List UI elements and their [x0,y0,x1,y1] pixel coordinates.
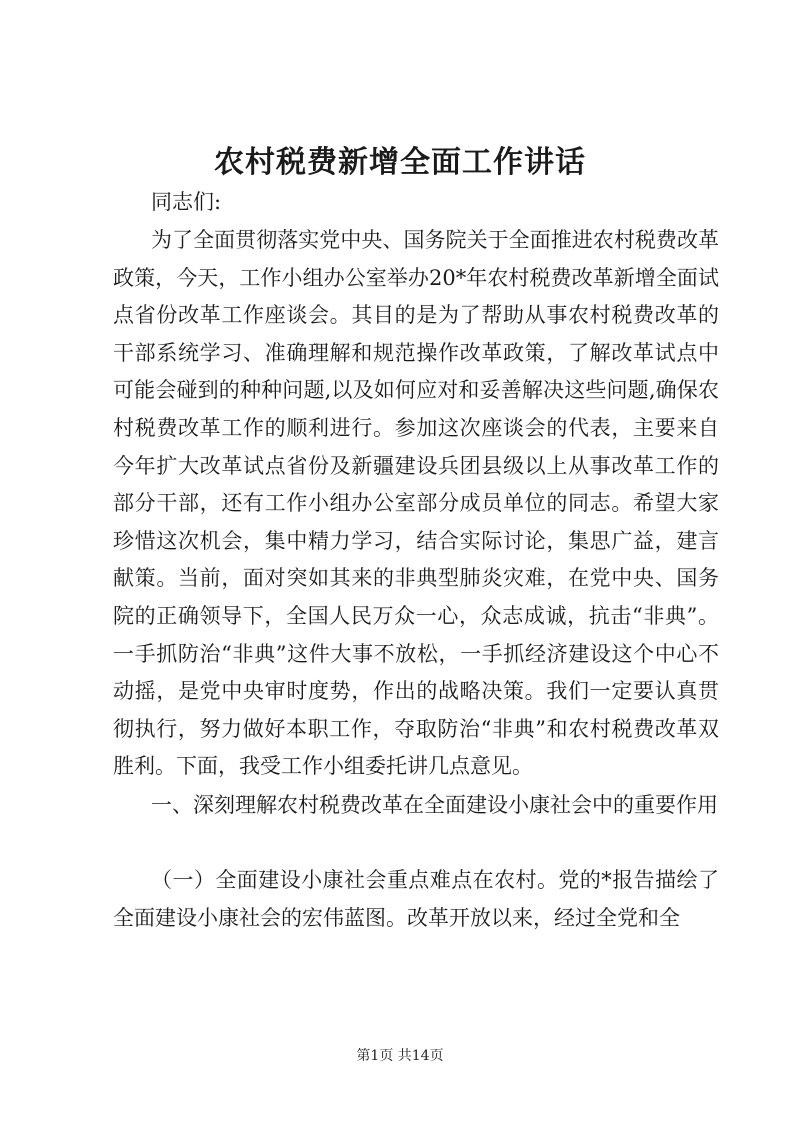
page-footer: 第1页 共14页 [356,1048,444,1064]
section-heading-1: 一、深刻理解农村税费改革在全面建设小康社会中的重要作用 [151,793,718,817]
paragraph-section-1-1: （一）全面建设小康社会重点难点在农村。党的*报告描绘了全面建设小康社会的宏伟蓝图。改革开放以来，经过全党和全 [113,868,719,930]
paragraph-intro: 为了全面贯彻落实党中央、国务院关于全面推进农村税费改革政策，今天，工作小组办公室举办20*年农村税费改革新增全面试点省份改革工作座谈会。其目的是为了帮助从事农村税费改革的干部系统学习、准确理解和规范操作改革政策，了解改革试点中可能会碰到的种种问题,以及如何应对和妥善解决这些问题,确保农村税费改革工作的顺利进行。参加这次座谈会的代表，主要来自今年扩大改革试点省份及新疆建设兵团县级以上从事改革工作的部分干部，还有工作小组办公室部分成员单位的同志。希望大家珍惜这次机会，集中精力学习，结合实际讨论，集思广益，建言献策。当前，面对突如其来的非典型肺炎灾难，在党中央、国务院的正确领导下，全国人民万众一心，众志成诚，抗击“非典”。一手抓防治“非典”这件大事不放松，一手抓经济建设这个中心不动摇，是党中央审时度势，作出的战略决策。我们一定要认真贯彻执行，努力做好本职工作，夺取防治“非典”和农村税费改革双胜利。下面，我受工作小组委托讲几点意见。 [113,228,719,779]
document-title: 农村税费新增全面工作讲话 [214,145,586,180]
greeting: 同志们: [151,190,222,214]
